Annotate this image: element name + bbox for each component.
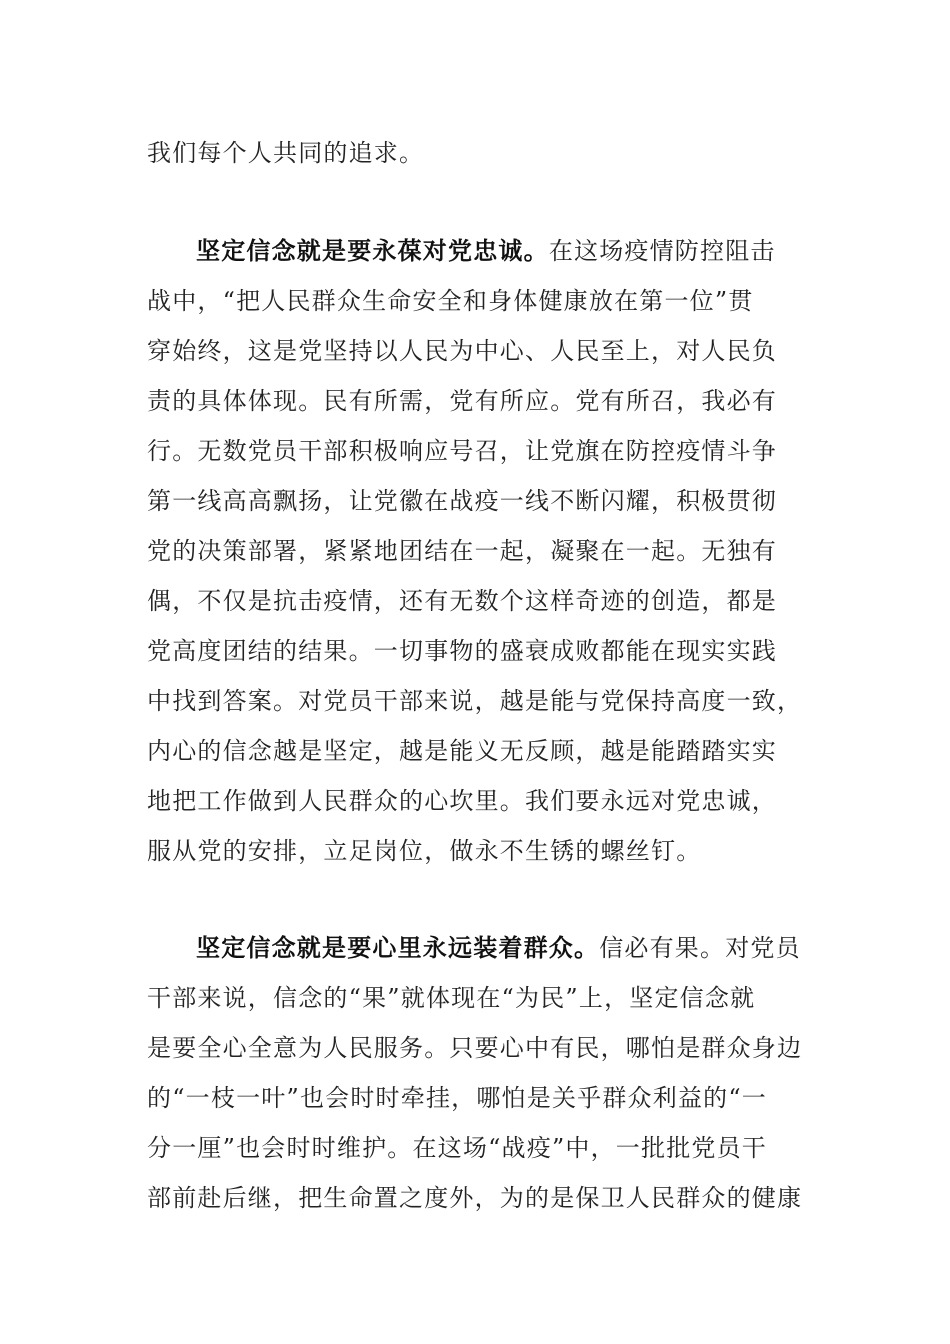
paragraph-line: 党的决策部署，紧紧地团结在一起，凝聚在一起。无独有 — [147, 537, 777, 565]
paragraph-line: 中找到答案。对党员干部来说，越是能与党保持高度一致， — [147, 687, 803, 715]
paragraph-first-line — [196, 933, 801, 963]
paragraph-line: 行。无数党员干部积极响应号召，让党旗在防控疫情斗争 — [147, 437, 777, 465]
paragraph-line: 偶，不仅是抗击疫情，还有无数个这样奇迹的创造，都是 — [147, 587, 777, 615]
paragraph-line: 分一厘”也会时时维护。在这场“战疫”中，一批批党员干 — [147, 1134, 768, 1162]
paragraph-text: 在这场疫情防控阻击 — [548, 237, 776, 265]
paragraph-line: 内心的信念越是坚定，越是能义无反顾，越是能踏踏实实 — [147, 737, 777, 765]
paragraph-line: 干部来说，信念的“果”就体现在“为民”上，坚定信念就 — [147, 984, 756, 1012]
paragraph-line: 我们每个人共同的追求。 — [147, 139, 425, 167]
paragraph-line: 是要全心全意为人民服务。只要心中有民，哪怕是群众身边 — [147, 1034, 803, 1062]
paragraph-line: 战中，“把人民群众生命安全和身体健康放在第一位”贯 — [147, 287, 754, 315]
paragraph-lead-sentence: 坚定信念就是要心里永远装着群众。 — [196, 933, 600, 962]
paragraph-line: 部前赴后继，把生命置之度外，为的是保卫人民群众的健康 — [147, 1184, 803, 1212]
paragraph-line: 的“一枝一叶”也会时时牵挂，哪怕是关乎群众利益的“一 — [147, 1084, 768, 1112]
paragraph-line: 第一线高高飘扬，让党徽在战疫一线不断闪耀，积极贯彻 — [147, 487, 777, 515]
paragraph-text: 信必有果。对党员 — [599, 934, 801, 962]
paragraph-line: 党高度团结的结果。一切事物的盛衰成败都能在现实实践 — [147, 637, 777, 665]
paragraph-line: 地把工作做到人民群众的心坎里。我们要永远对党忠诚， — [147, 787, 777, 815]
paragraph-lead-sentence: 坚定信念就是要永葆对党忠诚。 — [196, 236, 549, 265]
paragraph-first-line — [196, 236, 776, 266]
paragraph-line: 穿始终，这是党坚持以人民为中心、人民至上，对人民负 — [147, 337, 777, 365]
paragraph-line: 责的具体体现。民有所需，党有所应。党有所召，我必有 — [147, 387, 777, 415]
paragraph-line: 服从党的安排，立足岗位，做永不生锈的螺丝钉。 — [147, 837, 702, 865]
